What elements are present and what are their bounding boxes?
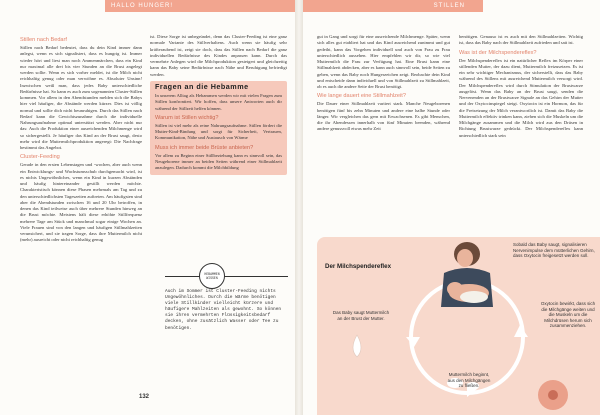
right-column-1	[317, 34, 450, 134]
right-column-2	[459, 34, 583, 140]
page-number: 132	[139, 394, 150, 400]
heading-stillmahlzeit-dauer: Wie lange dauert eine Stillmahlzeit?	[317, 93, 406, 100]
badge-label: HEBAMMEN WISSEN	[204, 272, 220, 280]
milk-drop-icon	[353, 335, 361, 357]
header-band-right	[303, 0, 483, 12]
book-gutter	[295, 0, 303, 415]
arrowhead-right	[514, 325, 528, 337]
header-band-left	[105, 0, 295, 12]
left-column-2	[150, 34, 287, 175]
step-2-label: Oxytocin bewirkt, dass sich die Milchgänge weiten und die Muskeln um die Milchdrüsen herum sich zusammenziehen.	[540, 301, 596, 328]
paragraph: Stillen ist viel mehr als reine Nahrungsaufnahme. Stillen fördert die Mutter-Kind-Bindung und sorgt für Sicherheit, Vertrauen, Kommunikation, Nähe und Austausch von Wärme	[155, 122, 282, 141]
step-1-label: Sobald das Baby saugt, signalisieren Nervenimpulse dem mütterlichen Gehirn, dass Oxytocin freigesetzt werden soll.	[513, 242, 595, 258]
hebamme-box-title: Fragen an die Hebamme	[155, 81, 249, 91]
baby-body	[460, 291, 488, 303]
question-heading: Muss ich immer beide Brüste anbieten?	[155, 144, 254, 151]
heading-stillen-nach-bedarf: Stillen nach Bedarf	[20, 37, 67, 43]
paragraph: gut in Gang und sorgt für eine ausreichende Milchmenge. Später, wenn sich alles gut etabliert hat und das Kind ausreichend zunimmt und gut gedeiht, kann das Vorgehen individuell und auch von Frau zu Frau unterschiedlich aussehen. Hier empfehlen wir dir, so wie viel Muttermilch die Frau zur Verfügung hat. Eine Brust kann eine Stillmahlzeit abdecken, aber es kann auch sinnvoll sein, beide Seiten zu geben, wenn das Baby noch Hungerzeichen zeigt. Beobachte dein Kind und entscheide dann individuell und von Stillmahlzeit zu Stillmahlzeit, ob es auch die andere Seite der Brust benötigt.	[317, 34, 450, 89]
baby-head	[447, 282, 463, 296]
paragraph: Die Dauer einer Stillmahlzeit variiert stark. Manche Neugeborenen benötigen fünf bis zehn Minuten und andere eine halbe Stunde oder länger. Wir vergleichen das gern mit Erwachsenen. Es gibt Menschen, die ihr Abendessen innerhalb von fünf Minuten beenden, während andere genussvoll etwas mehr Zeit	[317, 101, 450, 132]
paragraph: Der Milchspendereflex ist ein natürlicher Reflex im Körper einer stillenden Mutter, der dazu dient, Muttermilch freizusetzen. Es ist ein sehr wichtiger Mechanismus, der sicherstellt, dass das Baby während des Stillens mit ausreichend Muttermilch versorgt wird. Der Milchspendereflex wird durch Stimulation der Brustwarze ausgelöst. Wenn das Baby an der Brust saugt, senden die Nervenenden an der Brustwarze Signale an das Gehirn der Mutter und der Oxytocinspiegel steigt. Oxytocin ist ein Hormon, das für die Freisetzung der Milch verantwortlich ist. Damit das Baby die Muttermilch effektiv trinken kann, ziehen sich die Muskeln um die Milchgänge zusammen und die Milch wird aus den Drüsen in Richtung Brustwarze gedrückt. Der Milchspendereflex kann unterschiedlich stark sein	[459, 57, 583, 138]
paragraph: In unserem Alltag als Hebammen werden wir mit vielen Fragen zum Stillen konfrontiert. Wir hoffen, dass unsere Antworten auch dir während der Stillzeit helfen können.	[155, 93, 282, 111]
mother-face	[457, 249, 473, 267]
tip-text: Auch im Sommer ist Cluster-Feeding nichts Ungewöhnliches. Durch die Wärme benötigen viele Stillkinder vielleicht kürzere und häufigere Mahlzeiten als gewohnt. So können sie ihren vermehrten Flüssigkeitsbedarf decken, ohne zusätzlich Wasser oder Tee zu benötigen.	[165, 289, 282, 331]
paragraph: Stillen nach Bedarf bedeutet, dass du dein Kind immer dann anlegst, wenn es sich signalisiert, dass es hungrig ist. Immer wieder hört und liest man noch Ammenmärchen, dass ein Kind nur maximal alle drei bis vier Stunden an die Brust angelegt werden sollte. Wenn es sich vorher meldet, ist die Milch nicht reichhaltig genug oder man verwöhne es. Absoluter Unsinn! Inzwischen weiß man, dass jedes Baby unterschiedliche Bedürfnisse hat. So kann es auch zum sogenannten Cluster-Stillen kommen. Vor allem in den Abendstunden melden sich die Babys hier viel häufiger, die Abstände werden kürzer. Dies ist völlig normal und sollte dich nicht beunruhigen. Durch das Stillen nach Bedarf kann die Gewichtszunahme durch die individuelle Nahrungsaufnahme optimal unterstützt werden. Aber nicht nur das: Auch die Produktion einer ausreichenden Milchmenge wird so sichergestellt. Je häufiger das Kind an der Brust saugt, desto mehr wird die Muttermilchproduktion angeregt: Die Nachfrage bestimmt das Angebot.	[20, 45, 142, 150]
paragraph: ist. Diese Sorge ist unbegründet, denn das Cluster-Feeding ist eine ganz normale Variante des Stillverhaltens. Auch wenn sie häufig sehr kräfteraubend ist, zeigt sie doch, dass das Stillen nach Bedarf die ganz individuellen Bedürfnisse des Kindes anpassen kann. Durch das vermehrte Anlegen wird die Milchproduktion gesteigert und gleichzeitig kann das Baby seine Bedürfnisse nach Nähe und Beruhigung befriedigt werden.	[150, 34, 287, 77]
step-4-label: Das Baby saugt Muttermilch an der Brust der Mutter.	[332, 310, 390, 321]
hebamme-box	[150, 81, 287, 176]
arrowhead-left	[406, 337, 420, 347]
heading-milchspendereflex: Was ist der Milchspendereflex?	[459, 49, 537, 56]
question-heading: Warum ist Stillen wichtig?	[155, 114, 219, 121]
milchspendereflex-diagram	[317, 237, 600, 415]
hebammen-wissen-tip	[165, 272, 288, 332]
header-label-right: STILLEN	[433, 3, 465, 9]
left-column-1	[20, 34, 142, 245]
header-label-left: HALLO HUNGER!	[111, 3, 174, 9]
diagram-title: Der Milchspendereflex	[325, 263, 392, 270]
paragraph: benötigen. Genauso ist es auch mit den Stillmahlzeiten. Wichtig ist, dass das Baby nach der Stillmahlzeit zufrieden und satt ist.	[459, 34, 583, 46]
hebammen-wissen-badge	[199, 263, 225, 289]
breast-nipple	[548, 390, 558, 400]
paragraph: Gerade in den ersten Lebenstagen und -wochen, aber auch wenn ein Entwicklungs- und Wachstumsschub durchgemacht wird, ist es nichts Ungewöhnliches, wenn ein Kind in kurzen Abständen und häufig hintereinander gestillt werden möchte. Charakteristisch können diese Phasen mehrmals am Tag und zu den unterschiedlichsten Tageszeiten auftreten. Am häufigsten sind aber die Abendstunden zwischen 16 und 20 Uhr betroffen, in denen das Kind teilweise auch über mehrere Stunden hinweg an die Brust möchte. Meistens hält diese erhöhte Stillfrequenz mehrere Tage am Stück und manchmal sogar einige Wochen an. Viele Frauen sind von den langen und häufigen Stillmahlzeiten verunsichert, und sie tragen Sorge, dass ihre Muttermilch nicht (mehr) ausreicht oder nicht reichhaltig genug	[20, 162, 142, 243]
heading-cluster-feeding: Cluster-Feeding	[20, 154, 60, 161]
paragraph: Vor allem zu Beginn einer Stillbeziehung kann es sinnvoll sein, das Neugeborene immer an beiden Seiten während einer Stillmahlzeit anzulegen. Dadurch kommt die Milchbildung	[155, 152, 282, 170]
step-3-label: Muttermilch beginnt, aus den Milchgängen zu fließen.	[447, 372, 491, 388]
